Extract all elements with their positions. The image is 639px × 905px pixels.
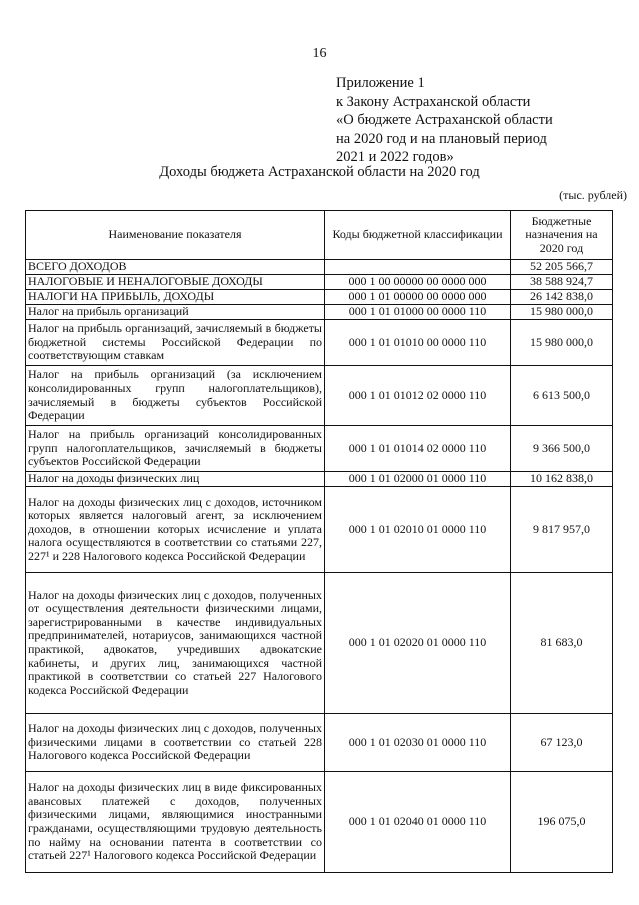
row-name-cell: НАЛОГОВЫЕ И НЕНАЛОГОВЫЕ ДОХОДЫ	[26, 275, 325, 290]
row-name-cell: Налог на прибыль организаций (за исключением консолидированных групп налогоплательщиков), зачисляемый в бюджеты субъектов Российской Федерации	[26, 366, 325, 426]
table-row	[26, 366, 613, 426]
header-code: Коды бюджетной классификации	[325, 211, 511, 260]
row-value-cell: 15 980 000,0	[511, 305, 613, 320]
table-row	[26, 290, 613, 305]
row-name-cell: Налог на прибыль организаций, зачисляемый в бюджеты бюджетной системы Российской Федерации по соответствующим ставкам	[26, 320, 325, 366]
appendix-header	[336, 74, 553, 167]
table-row	[26, 472, 613, 487]
header-name: Наименование показателя	[26, 211, 325, 260]
table-row	[26, 260, 613, 275]
row-name-cell: Налог на прибыль организаций	[26, 305, 325, 320]
row-value-cell: 26 142 838,0	[511, 290, 613, 305]
row-name-cell: ВСЕГО ДОХОДОВ	[26, 260, 325, 275]
row-code-cell: 000 1 01 02030 01 0000 110	[325, 714, 511, 772]
table-row	[26, 573, 613, 714]
table-header-row	[26, 211, 613, 260]
row-value-cell: 6 613 500,0	[511, 366, 613, 426]
row-code-cell: 000 1 01 01012 02 0000 110	[325, 366, 511, 426]
row-value-cell: 10 162 838,0	[511, 472, 613, 487]
table-row	[26, 714, 613, 772]
row-name-cell: НАЛОГИ НА ПРИБЫЛЬ, ДОХОДЫ	[26, 290, 325, 305]
row-name-cell: Налог на доходы физических лиц в виде фиксированных авансовых платежей с доходов, полученных физическими лицами, являющимися иностранными гражданами, осуществляющими трудовую деятельность по найму на основании патента в соответствии со статьей 227¹ Налогового кодекса Российской Федерации	[26, 772, 325, 873]
appendix-line: Приложение 1	[336, 75, 425, 91]
row-value-cell: 9 817 957,0	[511, 487, 613, 573]
row-code-cell: 000 1 01 00000 00 0000 000	[325, 290, 511, 305]
table-row	[26, 487, 613, 573]
row-name-cell: Налог на доходы физических лиц	[26, 472, 325, 487]
row-value-cell: 38 588 924,7	[511, 275, 613, 290]
document-title: Доходы бюджета Астраханской области на 2020 год	[159, 164, 480, 180]
row-value-cell: 15 980 000,0	[511, 320, 613, 366]
table-row	[26, 772, 613, 873]
row-value-cell: 81 683,0	[511, 573, 613, 714]
row-code-cell	[325, 260, 511, 275]
row-code-cell: 000 1 01 01010 00 0000 110	[325, 320, 511, 366]
row-code-cell: 000 1 00 00000 00 0000 000	[325, 275, 511, 290]
table-row	[26, 426, 613, 472]
header-value: Бюджетные назначения на 2020 год	[511, 211, 613, 260]
row-code-cell: 000 1 01 01014 02 0000 110	[325, 426, 511, 472]
table-row	[26, 305, 613, 320]
row-code-cell: 000 1 01 02040 01 0000 110	[325, 772, 511, 873]
appendix-line: 2021 и 2022 годов»	[336, 149, 454, 165]
row-name-cell: Налог на прибыль организаций консолидированных групп налогоплательщиков, зачисляемый в бюджеты субъектов Российской Федерации	[26, 426, 325, 472]
table-body	[26, 260, 613, 873]
unit-label: (тыс. рублей)	[559, 188, 627, 202]
appendix-line: к Закону Астраханской области	[336, 93, 531, 110]
row-name-cell: Налог на доходы физических лиц с доходов, источником которых является налоговый агент, за исключением доходов, в отношении которых исчисление и уплата налога осуществляются в соответствии со статьями 227, 227¹ и 228 Налогового кодекса Российской Федерации	[26, 487, 325, 573]
row-name-cell: Налог на доходы физических лиц с доходов, полученных физическими лицами в соответствии со статьей 228 Налогового кодекса Российской Федерации	[26, 714, 325, 772]
page-number: 16	[312, 46, 327, 61]
revenue-table	[25, 210, 613, 873]
row-value-cell: 52 205 566,7	[511, 260, 613, 275]
row-code-cell: 000 1 01 02010 01 0000 110	[325, 487, 511, 573]
row-value-cell: 196 075,0	[511, 772, 613, 873]
table-row	[26, 320, 613, 366]
row-code-cell: 000 1 01 02020 01 0000 110	[325, 573, 511, 714]
row-value-cell: 67 123,0	[511, 714, 613, 772]
row-code-cell: 000 1 01 02000 01 0000 110	[325, 472, 511, 487]
table-row	[26, 275, 613, 290]
row-name-cell: Налог на доходы физических лиц с доходов, полученных от осуществления деятельности физическими лицами, зарегистрированными в качестве индивидуальных предпринимателей, нотариусов, занимающихся частной практикой, адвокатов, учредивших адвокатские кабинеты, и других лиц, занимающихся частной практикой в соответствии со статьей 227 Налогового кодекса Российской Федерации	[26, 573, 325, 714]
appendix-line: на 2020 год и на плановый период	[336, 130, 547, 147]
row-value-cell: 9 366 500,0	[511, 426, 613, 472]
row-code-cell: 000 1 01 01000 00 0000 110	[325, 305, 511, 320]
appendix-line: «О бюджете Астраханской области	[336, 112, 553, 128]
